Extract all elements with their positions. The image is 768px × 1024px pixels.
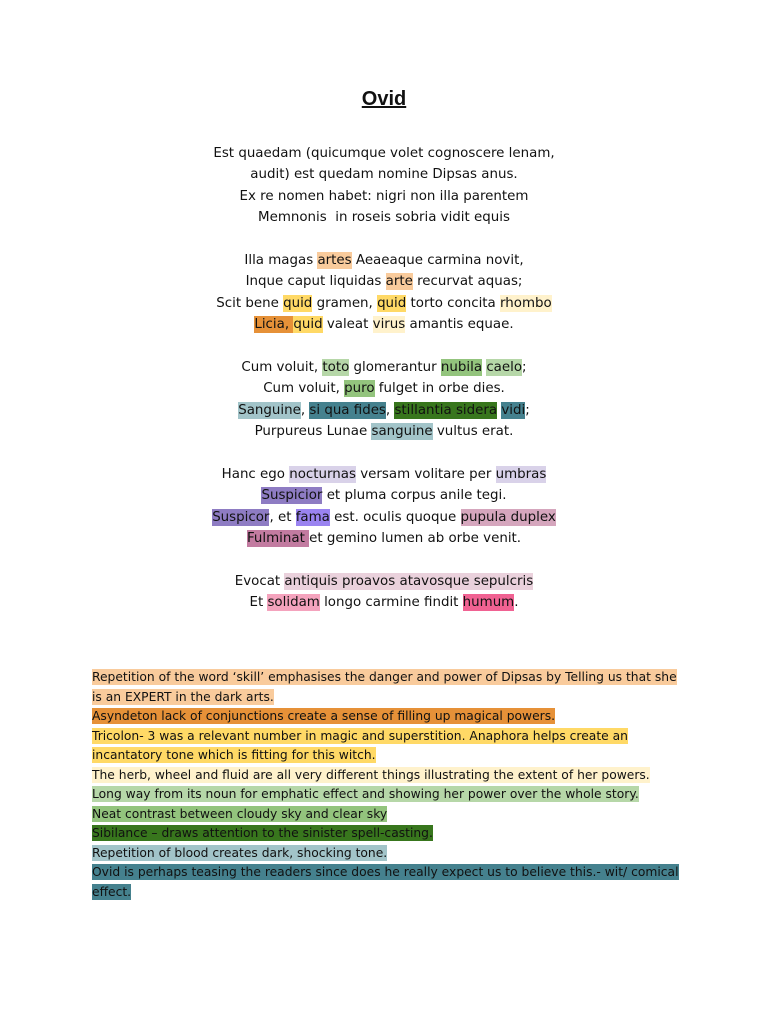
line-text: vultus erat.: [432, 424, 514, 440]
highlighted-word: sanguine: [371, 424, 433, 440]
line-text: glomerantur: [349, 360, 441, 376]
line-text: torto concita: [406, 295, 501, 311]
note-text: Asyndeton lack of conjunctions create a sense of filling up magical powers.: [92, 709, 556, 723]
highlighted-word: quid: [293, 317, 323, 333]
line-text: .: [514, 595, 519, 611]
line-text: et pluma corpus anile tegi.: [322, 488, 507, 504]
line-text: Hanc ego: [221, 467, 290, 483]
poem-line: [0, 357, 768, 378]
note-line: [92, 707, 672, 727]
poem-line: [0, 507, 768, 528]
highlighted-word: puro: [344, 381, 375, 397]
highlighted-word: fama: [295, 509, 330, 525]
highlighted-word: vidi: [501, 402, 526, 418]
note-line: [92, 844, 672, 864]
line-text: Purpureus Lunae: [254, 424, 372, 440]
note-line: [92, 883, 672, 903]
stanza: [0, 357, 768, 443]
line-text: valeat: [322, 317, 373, 333]
highlighted-word: quid: [377, 295, 407, 311]
line-text: Illa magas: [244, 253, 318, 269]
line-text: ;: [522, 360, 527, 376]
line-text: Evocat: [234, 574, 285, 590]
poem-line: [0, 378, 768, 399]
poem-line: [0, 143, 768, 164]
line-text: Memnonis in roseis sobria vidit equis: [258, 210, 510, 226]
line-text: Scit bene: [216, 295, 284, 311]
line-text: Cum voluit,: [263, 381, 345, 397]
line-text: et gemino lumen ab orbe venit.: [309, 531, 522, 547]
note-text: Repetition of the word ‘skill’ emphasises the danger and power of Dipsas by Telling us that she: [92, 670, 677, 684]
line-text: Cum voluit,: [241, 360, 323, 376]
poem: [0, 143, 768, 635]
poem-line: [0, 293, 768, 314]
highlighted-word: Sanguine: [238, 402, 301, 418]
line-text: versam volitare per: [355, 467, 496, 483]
highlighted-word: Fulminat: [246, 531, 310, 547]
poem-line: [0, 186, 768, 207]
note-text: Repetition of blood creates dark, shocking tone.: [92, 845, 388, 860]
poem-line: [0, 400, 768, 421]
line-text: , et: [269, 509, 296, 525]
note-line: [92, 824, 672, 844]
poem-line: [0, 250, 768, 271]
highlighted-word: artes: [317, 253, 352, 269]
highlighted-word: si qua fides: [309, 402, 386, 418]
note-text: Long way from its noun for emphatic effect and showing her power over the whole story.: [92, 787, 639, 801]
stanza: [0, 464, 768, 550]
highlighted-word: virus: [372, 317, 406, 333]
line-text: amantis equae.: [405, 317, 514, 333]
highlighted-word: pupula duplex: [460, 509, 556, 525]
highlighted-word: arte: [385, 274, 413, 290]
line-text: Aeaeaque carmina novit,: [351, 253, 524, 269]
poem-line: [0, 464, 768, 485]
line-text: ,: [385, 402, 395, 418]
poem-line: [0, 485, 768, 506]
note-text: incantatory tone which is fitting for this witch.: [92, 748, 376, 762]
highlighted-word: toto: [322, 360, 350, 376]
highlighted-word: umbras: [495, 467, 547, 483]
poem-line: [0, 271, 768, 292]
note-text: Tricolon- 3 was a relevant number in magic and superstition. Anaphora helps create an: [92, 728, 628, 743]
note-text: effect.: [92, 884, 132, 899]
stanza: [0, 250, 768, 336]
highlighted-word: nocturnas: [289, 467, 356, 483]
line-text: fulget in orbe dies.: [374, 381, 505, 397]
highlighted-word: Licia,: [254, 317, 294, 333]
note-line: [92, 688, 672, 708]
note-line: [92, 805, 672, 825]
note-line: [92, 727, 672, 747]
line-text: recurvat aquas;: [412, 274, 523, 290]
note-line: [92, 746, 672, 766]
poem-line: [0, 571, 768, 592]
note-text: Ovid is perhaps teasing the readers since does he really expect us to believe this.- wit/ comical: [92, 865, 679, 879]
highlighted-word: nubila: [440, 360, 483, 376]
poem-line: [0, 207, 768, 228]
line-text: gramen,: [312, 295, 378, 311]
highlighted-word: Suspicor: [212, 509, 270, 525]
page-title: Ovid: [361, 88, 407, 110]
highlighted-word: stillantia sidera: [394, 402, 498, 418]
line-text: Est quaedam (quicumque volet cognoscere lenam,: [213, 146, 555, 161]
line-text: ,: [300, 402, 310, 418]
highlighted-word: solidam: [267, 595, 320, 611]
stanza: [0, 143, 768, 229]
note-text: Neat contrast between cloudy sky and clear sky: [92, 806, 388, 821]
note-text: Sibilance – draws attention to the sinister spell-casting.: [92, 826, 433, 840]
annotation-notes: [92, 668, 679, 902]
note-line: [92, 766, 672, 786]
note-text: The herb, wheel and fluid are all very different things illustrating the extent of her powers.: [92, 767, 650, 782]
highlighted-word: caelo: [486, 360, 523, 376]
note-line: [92, 863, 679, 883]
note-line: [92, 785, 672, 805]
poem-line: [0, 592, 768, 613]
poem-line: [0, 164, 768, 185]
line-text: ;: [525, 402, 530, 418]
line-text: Inque caput liquidas: [245, 274, 386, 290]
line-text: Ex re nomen habet: nigri non illa parentem: [239, 188, 529, 204]
poem-line: [0, 528, 768, 549]
highlighted-word: quid: [283, 295, 313, 311]
line-text: est. oculis quoque: [329, 509, 461, 525]
highlighted-word: humum: [462, 595, 515, 611]
note-line: [92, 668, 677, 688]
line-text: longo carmine findit: [319, 595, 463, 611]
stanza: [0, 571, 768, 614]
line-text: audit) est quedam nomine Dipsas anus.: [250, 167, 518, 183]
poem-line: [0, 421, 768, 442]
highlighted-word: antiquis proavos atavosque sepulcris: [284, 574, 534, 590]
highlighted-word: rhombo: [500, 295, 552, 311]
highlighted-word: Suspicior: [261, 488, 323, 504]
line-text: Et: [249, 595, 268, 611]
poem-line: [0, 314, 768, 335]
note-text: is an EXPERT in the dark arts.: [92, 689, 274, 704]
